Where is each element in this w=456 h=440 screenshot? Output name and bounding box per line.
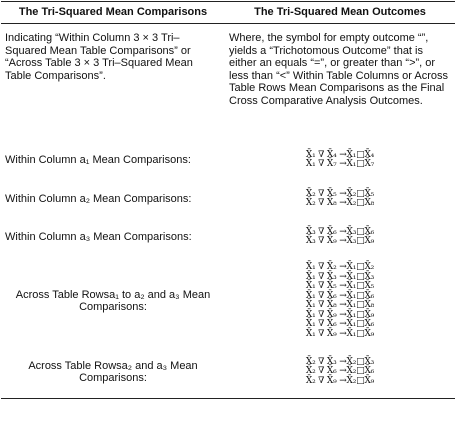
intro-right-text: Where, the symbol for empty outcome “”, yields a “Trichotomous Outcome” that is either an equals “=”, or greater than “>”, or less than “<” Within Table Columns or Across Table Rows Mean Comparisons as the Final Cross Comparative Analysis Outcomes. xyxy=(229,32,448,107)
comparison-label: Within Column a₃ Mean Comparisons: xyxy=(5,230,192,243)
table-row xyxy=(1,346,455,399)
comparison-label: Across Table Rowsa₂ and a₃ Mean Comparisons: xyxy=(1,346,225,399)
comparison-label: Across Table Rowsa₁ to a₂ and a₃ Mean Comparisons: xyxy=(15,288,211,313)
outcome-formulas xyxy=(225,256,455,346)
outcome-formula: X̄₂ ∇ X̄₃ →X̄₂□X̄₃ xyxy=(305,356,375,367)
table-row xyxy=(1,140,455,180)
header-mean-comparisons: The Tri-Squared Mean Comparisons xyxy=(1,2,225,24)
outcome-formula: X̄₂ ∇ X̄₆ →X̄₂□X̄₆ xyxy=(305,366,375,377)
outcome-formula: X̄₂ ∇ X̄₈ →X̄₂□X̄₈ xyxy=(305,198,375,208)
table-row xyxy=(1,256,455,346)
table-row xyxy=(1,180,455,218)
outcome-formula: X̄₁ ∇ X̄₃ →X̄₁□X̄₃ xyxy=(305,271,375,282)
outcome-formula: X̄₁ ∇ X̄₆ →X̄₁□X̄₆ xyxy=(305,319,375,329)
outcome-formulas xyxy=(225,140,455,180)
outcome-formula: X̄₁ ∇ X̄₇ →X̄₁□X̄₇ xyxy=(305,159,375,169)
outcome-formula: X̄₁ ∇ X̄₂ →X̄₁□X̄₂ xyxy=(305,262,375,272)
outcome-formula: X̄₁ ∇ X̄₈ →X̄₁□X̄₈ xyxy=(305,300,375,310)
outcome-formula: X̄₁ ∇ X̄₆ →X̄₁□X̄₆ xyxy=(305,290,375,301)
outcome-formula: X̄₃ ∇ X̄₆ →X̄₃□X̄₆ xyxy=(305,226,375,237)
outcome-formulas xyxy=(225,218,455,256)
document xyxy=(1,1,455,438)
intro-row xyxy=(1,24,455,141)
outcome-formulas xyxy=(225,346,455,399)
comparison-label: Within Column a₂ Mean Comparisons: xyxy=(5,192,192,205)
outcome-formula: X̄₃ ∇ X̄₉ →X̄₃□X̄₉ xyxy=(305,236,375,246)
outcome-formula: X̄₁ ∇ X̄₉ →X̄₁□X̄₉ xyxy=(305,309,375,320)
outcome-formula: X̄₂ ∇ X̄₉ →X̄₂□X̄₉ xyxy=(305,375,375,386)
intro-left-text: Indicating “Within Column 3 × 3 Tri–Squared Mean Table Comparisons” or “Across Table 3 × 3 Tri–Squared Mean Table Comparisons”. xyxy=(5,32,193,82)
outcome-formulas xyxy=(225,180,455,218)
outcome-formula: X̄₁ ∇ X̄₉ →X̄₁□X̄₉ xyxy=(305,328,375,339)
comparison-label: Within Column a₁ Mean Comparisons: xyxy=(5,153,191,166)
outcome-formula: X̄₁ ∇ X̄₅ →X̄₁□X̄₅ xyxy=(305,281,375,291)
table-row xyxy=(1,218,455,256)
outcome-formula: X̄₂ ∇ X̄₅ →X̄₂□X̄₅ xyxy=(305,188,375,199)
header-mean-outcomes: The Tri-Squared Mean Outcomes xyxy=(225,2,455,24)
outcome-formula: X̄₁ ∇ X̄₄ →X̄₁□X̄₄ xyxy=(305,149,375,160)
table-header-row xyxy=(1,2,455,24)
tri-squared-table xyxy=(1,1,455,399)
